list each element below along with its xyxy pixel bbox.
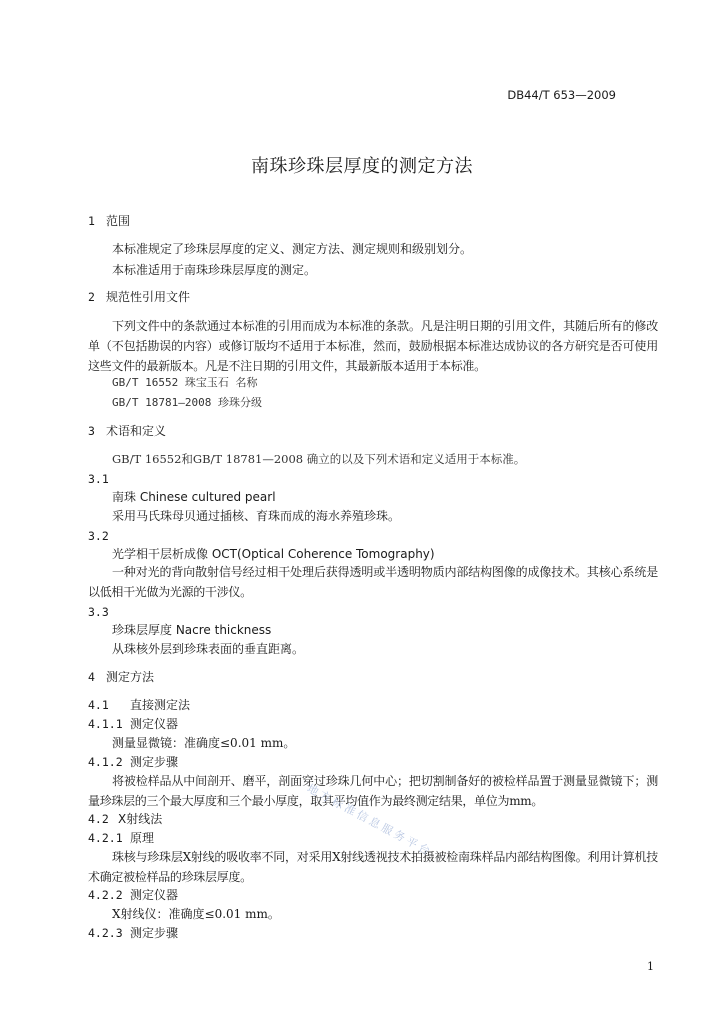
clause-4-2-2-heading: 测定仪器 [130,888,179,902]
clause-4-1-number: 4.1 [88,698,109,712]
clause-4-2-2-number: 4.2.2 [88,888,123,902]
section-2-number: 2 [88,290,95,304]
clause-4-2-1-number: 4.2.1 [88,831,123,845]
clause-4-1-1-number: 4.1.1 [88,717,123,731]
clause-4-1-1-heading: 测定仪器 [130,717,179,731]
term-3-3-name: 珍珠层厚度 Nacre thickness [112,623,272,637]
section-1-para-2: 本标准适用于南珠珍珠层厚度的测定。 [112,263,317,277]
clause-4-1-2-number: 4.1.2 [88,755,123,769]
section-1-para-1: 本标准规定了珍珠层厚度的定义、测定方法、测定规则和级别划分。 [112,242,473,256]
clause-4-1-1-text: 测量显微镜：准确度≤0.01 mm。 [112,736,296,750]
page-number: 1 [647,960,654,973]
section-1-number: 1 [88,214,95,228]
clause-4-2-1-heading: 原理 [130,831,155,845]
term-3-1-number: 3.1 [88,472,109,486]
page-title: 南珠珍珠层厚度的测定方法 [251,156,473,177]
clause-4-2-3-heading: 测定步骤 [130,926,179,940]
term-3-3-number: 3.3 [88,605,109,619]
term-3-2-name: 光学相干层析成像 OCT(Optical Coherence Tomography) [112,547,435,561]
clause-4-2-3-number: 4.2.3 [88,926,123,940]
clause-4-1-2-heading: 测定步骤 [130,755,179,769]
term-3-2-definition: 一种对光的背向散射信号经过相干处理后获得透明或半透明物质内部结构图像的成像技术。其核心系统是以低相干光做为光源的干涉仪。 [88,565,658,599]
clause-4-2-2-text: X射线仪：准确度≤0.01 mm。 [112,907,280,921]
term-3-3-definition: 从珠核外层到珍珠表面的垂直距离。 [112,642,305,656]
section-2-heading: 规范性引用文件 [106,290,191,304]
watermark: 地方标准信息服务平台 [304,781,435,860]
section-3-number: 3 [88,424,95,438]
clause-4-2-number: 4.2 [88,812,109,826]
term-3-1-definition: 采用马氏珠母贝通过插核、育珠而成的海水养殖珍珠。 [112,509,401,523]
term-3-2-number: 3.2 [88,529,109,543]
section-4-heading: 测定方法 [106,670,155,684]
standard-number: DB44/T 653—2009 [507,88,616,102]
clause-4-1-heading: 直接测定法 [130,698,191,712]
normative-reference-2: GB/T 18781—2008 珍珠分级 [112,396,262,409]
section-4-number: 4 [88,670,95,684]
term-3-1-name: 南珠 Chinese cultured pearl [112,490,276,504]
clause-4-1-2-text: 将被检样品从中间剖开、磨平，剖面穿过珍珠几何中心；把切割制备好的被检样品置于测量显微镜下；测量珍珠层的三个最大厚度和三个最小厚度，取其平均值作为最终测定结果，单位为mm。 [88,774,658,808]
clause-4-2-heading: X射线法 [118,812,163,826]
normative-reference-1: GB/T 16552 珠宝玉石 名称 [112,376,258,389]
section-2-para: 下列文件中的条款通过本标准的引用而成为本标准的条款。凡是注明日期的引用文件，其随后所有的修改单（不包括勘误的内容）或修订版均不适用于本标准，然而，鼓励根据本标准达成协议的各方研究是否可使用这些文件的最新版本。凡是不注日期的引用文件，其最新版本适用于本标准。 [88,319,658,373]
clause-4-2-1-text: 珠核与珍珠层X射线的吸收率不同，对采用X射线透视技术拍摄被检南珠样品内部结构图像。利用计算机技术确定被检样品的珍珠层厚度。 [88,850,658,884]
section-3-intro: GB/T 16552和GB/T 18781—2008 确立的以及下列术语和定义适用于本标准。 [112,452,526,466]
section-3-heading: 术语和定义 [106,424,167,438]
section-1-heading: 范围 [106,214,131,228]
